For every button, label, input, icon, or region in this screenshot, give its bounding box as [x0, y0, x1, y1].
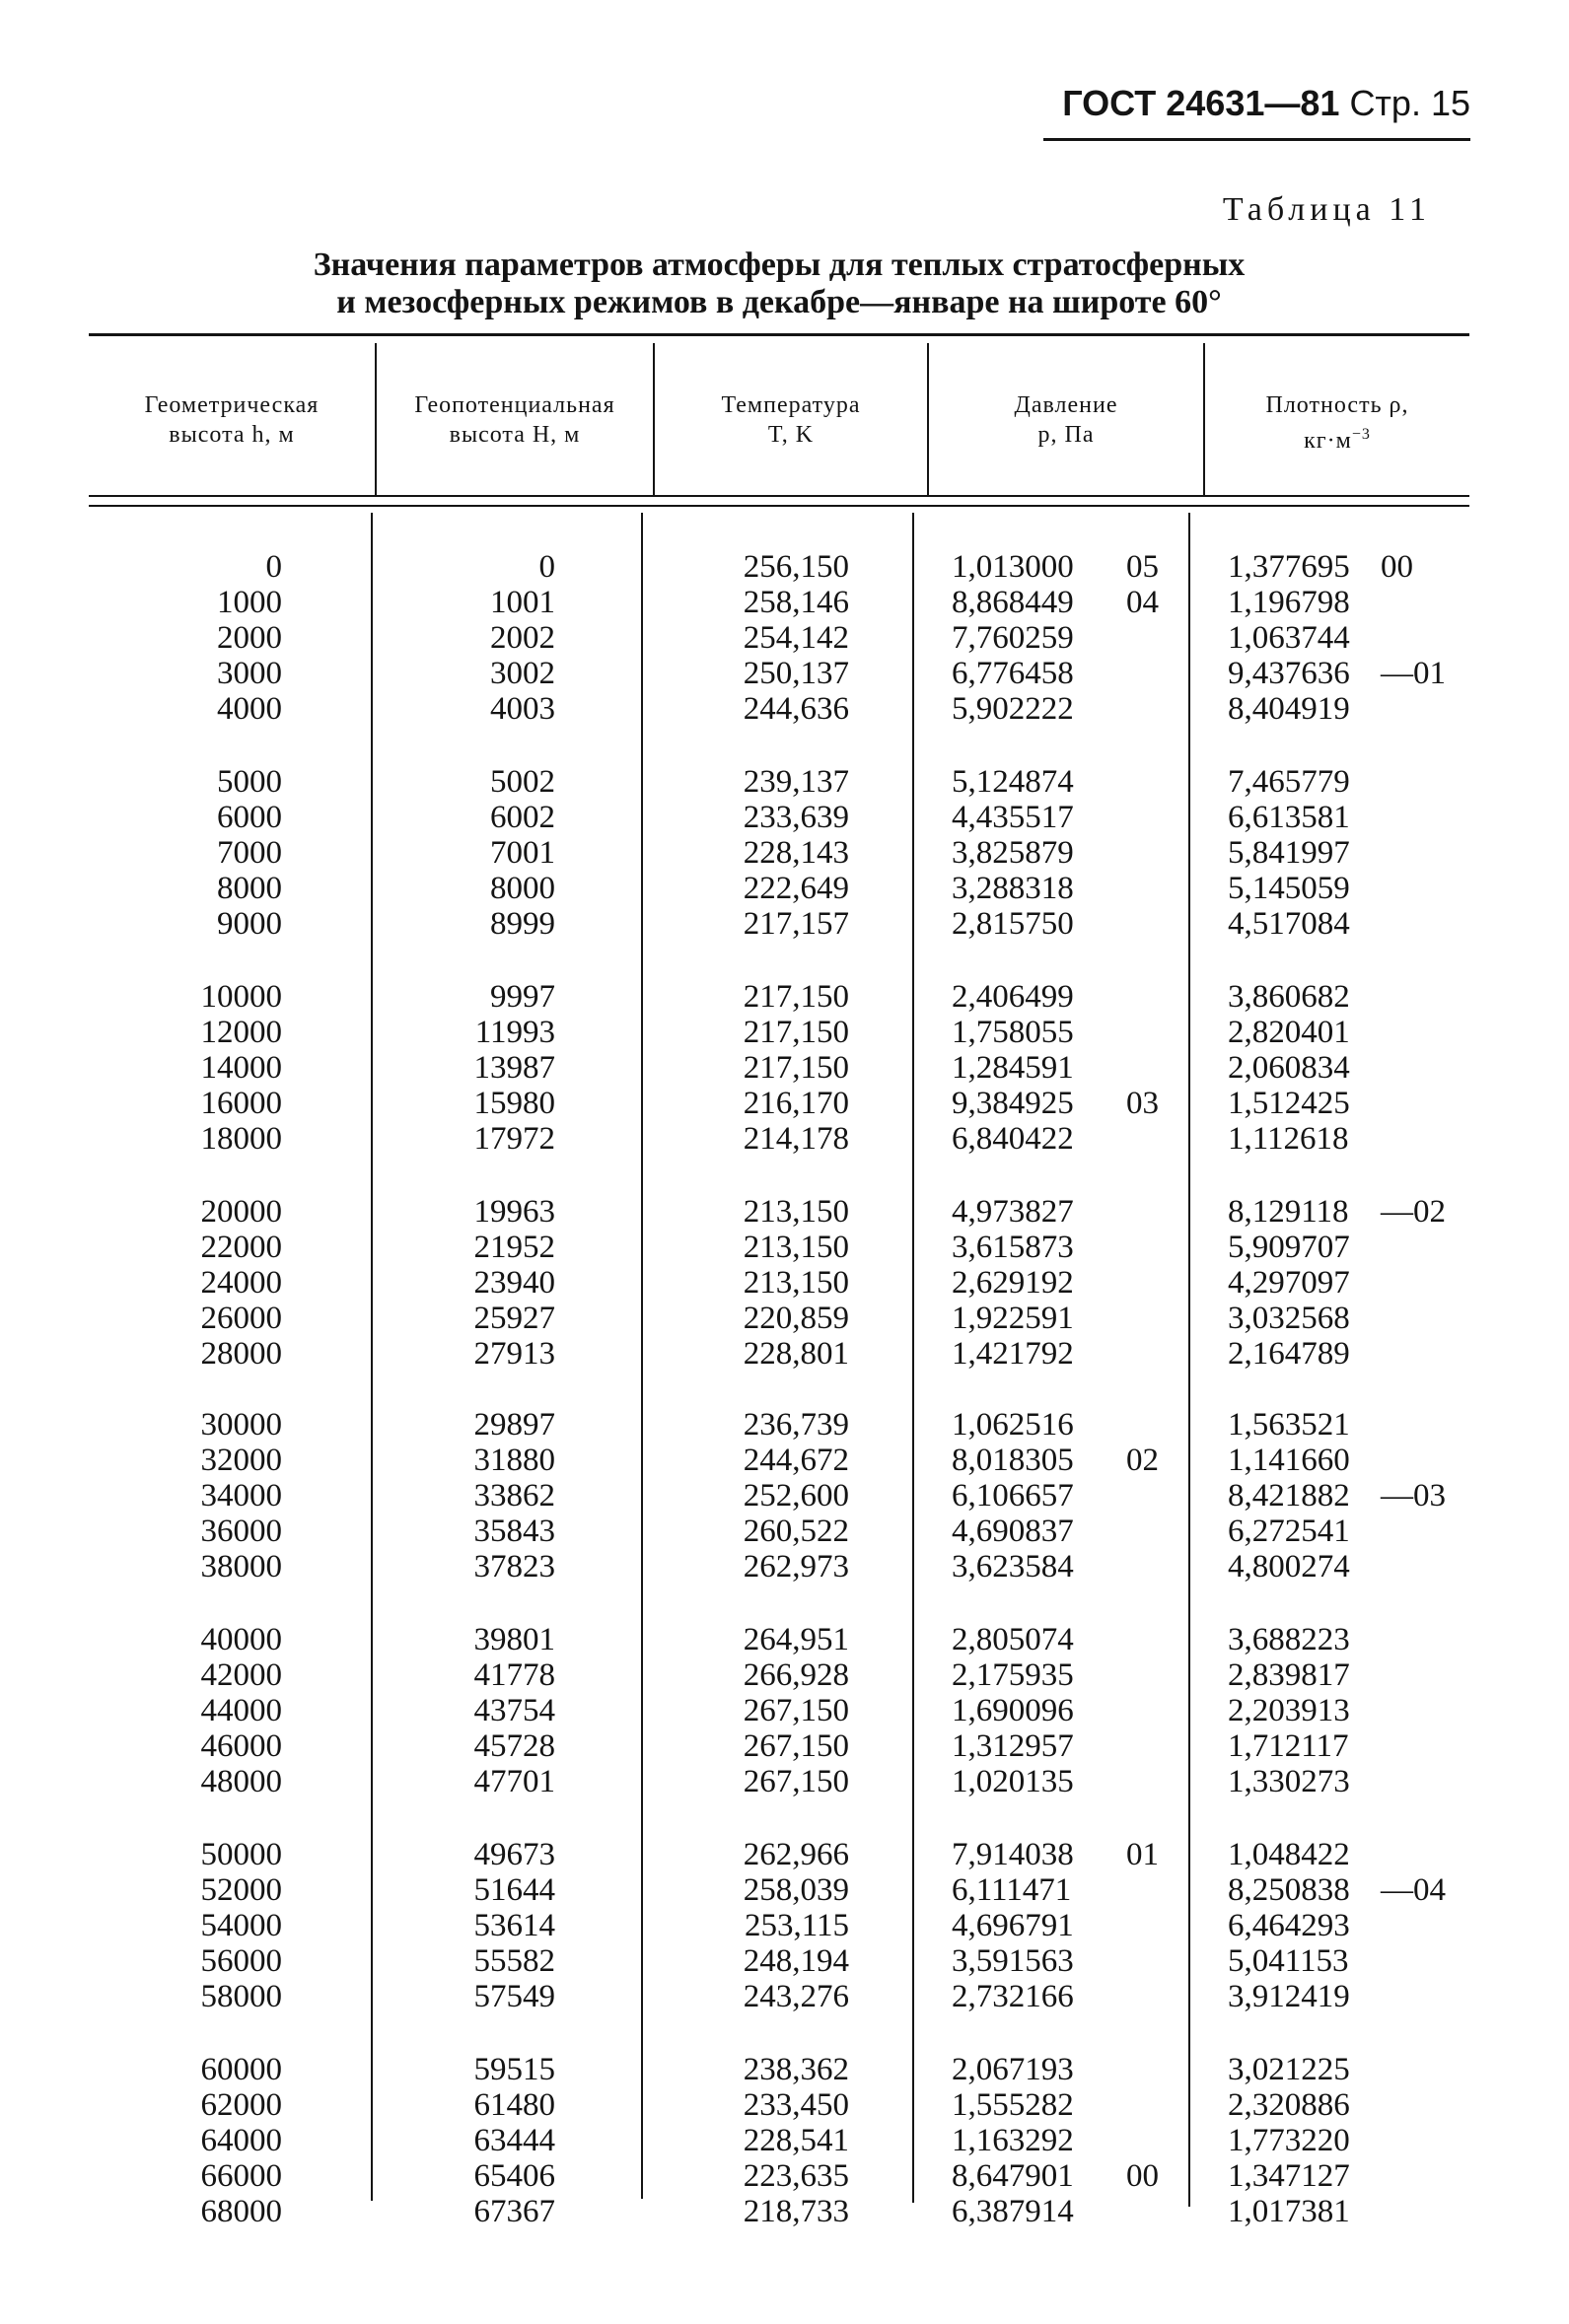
cell-temperature: 217,150 [743, 1015, 849, 1050]
cell-geopotential-height: 57549 [473, 1979, 555, 2014]
cell-pressure: 2,629192 [952, 1265, 1074, 1301]
column-header-pressure: Давление p, Па [1014, 392, 1118, 448]
cell-temperature: 238,362 [743, 2052, 849, 2087]
cell-temperature: 262,973 [743, 1549, 849, 1585]
cell-density: 1,063744 [1228, 620, 1350, 656]
cell-density: 4,297097 [1228, 1265, 1350, 1301]
cell-pressure: 1,690096 [952, 1693, 1074, 1728]
table-row [0, 691, 1569, 727]
cell-pressure: 5,902222 [952, 691, 1074, 727]
cell-geopotential-height: 21952 [473, 1230, 555, 1265]
cell-geometric-height: 58000 [200, 1979, 282, 2014]
cell-geopotential-height: 8000 [490, 871, 555, 906]
cell-pressure-exponent: 03 [1126, 1086, 1159, 1121]
cell-geopotential-height: 31880 [473, 1443, 555, 1478]
cell-pressure: 5,124874 [952, 764, 1074, 800]
cell-geopotential-height: 0 [538, 549, 555, 585]
cell-geometric-height: 5000 [217, 764, 282, 800]
table-row [0, 1407, 1569, 1443]
cell-geopotential-height: 8999 [490, 906, 555, 942]
cell-pressure: 2,815750 [952, 906, 1074, 942]
cell-pressure-exponent: 01 [1126, 1837, 1159, 1872]
cell-temperature: 244,636 [743, 691, 849, 727]
cell-geopotential-height: 2002 [490, 620, 555, 656]
cell-geometric-height: 56000 [200, 1943, 282, 1979]
table-row [0, 1728, 1569, 1764]
cell-geometric-height: 60000 [200, 2052, 282, 2087]
table-row [0, 1622, 1569, 1657]
table-row [0, 871, 1569, 906]
cell-geopotential-height: 5002 [490, 764, 555, 800]
cell-geometric-height: 42000 [200, 1657, 282, 1693]
cell-pressure-exponent: 05 [1126, 549, 1159, 585]
cell-geometric-height: 8000 [217, 871, 282, 906]
table-row [0, 835, 1569, 871]
table-row [0, 2123, 1569, 2158]
cell-density: 6,613581 [1228, 800, 1350, 835]
cell-density: 9,437636 [1228, 656, 1350, 691]
header-bottom-rule-double [89, 505, 1469, 507]
cell-pressure: 4,696791 [952, 1908, 1074, 1943]
cell-geometric-height: 28000 [200, 1336, 282, 1372]
page-number: Стр. 15 [1349, 83, 1470, 123]
cell-geometric-height: 16000 [200, 1086, 282, 1121]
cell-density: 8,404919 [1228, 691, 1350, 727]
cell-geopotential-height: 65406 [473, 2158, 555, 2194]
table-row [0, 906, 1569, 942]
cell-density: 5,145059 [1228, 871, 1350, 906]
cell-density: 5,909707 [1228, 1230, 1350, 1265]
cell-geometric-height: 12000 [200, 1015, 282, 1050]
cell-density: 4,800274 [1228, 1549, 1350, 1585]
cell-pressure: 9,384925 [952, 1086, 1074, 1121]
cell-geometric-height: 26000 [200, 1301, 282, 1336]
cell-density: 5,841997 [1228, 835, 1350, 871]
cell-geopotential-height: 23940 [473, 1265, 555, 1301]
cell-pressure: 6,776458 [952, 656, 1074, 691]
cell-density: 1,773220 [1228, 2123, 1350, 2158]
cell-temperature: 220,859 [743, 1301, 849, 1336]
column-header-geopotential-height: Геопотенциальная высота H, м [414, 392, 615, 448]
cell-geopotential-height: 11993 [474, 1015, 555, 1050]
cell-density: 1,377695 [1228, 549, 1350, 585]
cell-geopotential-height: 25927 [473, 1301, 555, 1336]
cell-temperature: 228,143 [743, 835, 849, 871]
cell-density: 1,330273 [1228, 1764, 1350, 1799]
cell-pressure: 6,840422 [952, 1121, 1074, 1157]
cell-geopotential-height: 61480 [473, 2087, 555, 2123]
cell-geometric-height: 10000 [200, 979, 282, 1015]
cell-geopotential-height: 51644 [473, 1872, 555, 1908]
cell-temperature: 228,801 [743, 1336, 849, 1372]
cell-temperature: 258,146 [743, 585, 849, 620]
cell-geometric-height: 2000 [217, 620, 282, 656]
table-row [0, 1837, 1569, 1872]
table-row [0, 1050, 1569, 1086]
cell-density: 1,112618 [1228, 1121, 1349, 1157]
cell-pressure: 7,914038 [952, 1837, 1074, 1872]
cell-geopotential-height: 53614 [473, 1908, 555, 1943]
table-row [0, 1443, 1569, 1478]
cell-pressure: 4,690837 [952, 1514, 1074, 1549]
cell-geometric-height: 54000 [200, 1908, 282, 1943]
cell-geometric-height: 36000 [200, 1514, 282, 1549]
cell-geometric-height: 62000 [200, 2087, 282, 2123]
cell-pressure: 6,111471 [952, 1872, 1072, 1908]
column-header-density: Плотность ρ, $кг\cdot м^{-3}$ [1265, 392, 1409, 454]
table-row [0, 1230, 1569, 1265]
cell-geopotential-height: 13987 [473, 1050, 555, 1086]
table-row [0, 2158, 1569, 2194]
cell-geopotential-height: 47701 [473, 1764, 555, 1799]
cell-density: 2,203913 [1228, 1693, 1350, 1728]
cell-temperature: 260,522 [743, 1514, 849, 1549]
column-header-temperature: Температура T, K [721, 392, 861, 448]
cell-geometric-height: 66000 [200, 2158, 282, 2194]
cell-pressure: 8,647901 [952, 2158, 1074, 2194]
cell-geopotential-height: 9997 [490, 979, 555, 1015]
cell-geopotential-height: 33862 [473, 1478, 555, 1514]
cell-density-exponent: —02 [1381, 1194, 1446, 1230]
cell-geopotential-height: 1001 [490, 585, 555, 620]
cell-geometric-height: 20000 [200, 1194, 282, 1230]
table-row [0, 2087, 1569, 2123]
cell-pressure: 8,018305 [952, 1443, 1074, 1478]
table-row [0, 1657, 1569, 1693]
cell-pressure: 1,020135 [952, 1764, 1074, 1799]
table-row [0, 1336, 1569, 1372]
cell-temperature: 217,157 [743, 906, 849, 942]
cell-pressure: 1,013000 [952, 549, 1074, 585]
cell-pressure: 2,175935 [952, 1657, 1074, 1693]
table-row [0, 585, 1569, 620]
table-label: Таблица 11 [1222, 191, 1431, 228]
cell-density: 3,032568 [1228, 1301, 1350, 1336]
cell-pressure: 1,163292 [952, 2123, 1074, 2158]
cell-geometric-height: 40000 [200, 1622, 282, 1657]
cell-density: 1,347127 [1228, 2158, 1350, 2194]
cell-temperature: 233,450 [743, 2087, 849, 2123]
cell-temperature: 236,739 [743, 1407, 849, 1443]
cell-density: 4,517084 [1228, 906, 1350, 942]
cell-pressure: 2,067193 [952, 2052, 1074, 2087]
cell-geopotential-height: 3002 [490, 656, 555, 691]
cell-geopotential-height: 55582 [473, 1943, 555, 1979]
cell-geopotential-height: 7001 [490, 835, 555, 871]
cell-geopotential-height: 4003 [490, 691, 555, 727]
table-row [0, 656, 1569, 691]
cell-temperature: 213,150 [743, 1194, 849, 1230]
table-row [0, 2052, 1569, 2087]
cell-temperature: 213,150 [743, 1265, 849, 1301]
cell-temperature: 248,194 [743, 1943, 849, 1979]
cell-temperature: 267,150 [743, 1764, 849, 1799]
cell-pressure: 3,288318 [952, 871, 1074, 906]
cell-geometric-height: 3000 [217, 656, 282, 691]
cell-density-exponent: —03 [1381, 1478, 1446, 1514]
cell-temperature: 243,276 [743, 1979, 849, 2014]
table-title [89, 246, 1469, 321]
cell-pressure: 1,062516 [952, 1407, 1074, 1443]
cell-geometric-height: 14000 [200, 1050, 282, 1086]
cell-density: 3,688223 [1228, 1622, 1350, 1657]
table-row [0, 1121, 1569, 1157]
cell-temperature: 222,649 [743, 871, 849, 906]
cell-geometric-height: 46000 [200, 1728, 282, 1764]
cell-geopotential-height: 45728 [473, 1728, 555, 1764]
cell-temperature: 214,178 [743, 1121, 849, 1157]
cell-temperature: 218,733 [743, 2194, 849, 2229]
table-row [0, 620, 1569, 656]
cell-geometric-height: 44000 [200, 1693, 282, 1728]
cell-geometric-height: 24000 [200, 1265, 282, 1301]
cell-pressure: 1,758055 [952, 1015, 1074, 1050]
table-row [0, 1979, 1569, 2014]
table-row [0, 1549, 1569, 1585]
cell-geopotential-height: 37823 [473, 1549, 555, 1585]
cell-pressure: 3,591563 [952, 1943, 1074, 1979]
cell-geometric-height: 64000 [200, 2123, 282, 2158]
cell-pressure: 4,973827 [952, 1194, 1074, 1230]
table-row [0, 1265, 1569, 1301]
table-row [0, 1086, 1569, 1121]
cell-density: 2,164789 [1228, 1336, 1350, 1372]
cell-temperature: 233,639 [743, 800, 849, 835]
cell-density: 7,465779 [1228, 764, 1350, 800]
cell-temperature: 217,150 [743, 1050, 849, 1086]
cell-temperature: 223,635 [743, 2158, 849, 2194]
table-row [0, 1301, 1569, 1336]
cell-geometric-height: 32000 [200, 1443, 282, 1478]
cell-density: 2,060834 [1228, 1050, 1350, 1086]
cell-pressure: 4,435517 [952, 800, 1074, 835]
cell-geopotential-height: 43754 [473, 1693, 555, 1728]
cell-density-exponent: 00 [1381, 549, 1413, 585]
cell-geopotential-height: 41778 [473, 1657, 555, 1693]
cell-geopotential-height: 27913 [473, 1336, 555, 1372]
cell-geopotential-height: 15980 [473, 1086, 555, 1121]
table-row [0, 979, 1569, 1015]
cell-geopotential-height: 17972 [473, 1121, 555, 1157]
table-row [0, 1872, 1569, 1908]
cell-density: 3,021225 [1228, 2052, 1350, 2087]
cell-pressure-exponent: 04 [1126, 585, 1159, 620]
cell-density-exponent: —04 [1381, 1872, 1446, 1908]
cell-density: 1,512425 [1228, 1086, 1350, 1121]
cell-pressure: 1,284591 [952, 1050, 1074, 1086]
cell-density: 5,041153 [1228, 1943, 1349, 1979]
cell-density: 3,912419 [1228, 1979, 1350, 2014]
cell-temperature: 244,672 [743, 1443, 849, 1478]
cell-temperature: 264,951 [743, 1622, 849, 1657]
cell-density: 1,196798 [1228, 585, 1350, 620]
cell-geometric-height: 0 [265, 549, 282, 585]
cell-geometric-height: 34000 [200, 1478, 282, 1514]
cell-temperature: 213,150 [743, 1230, 849, 1265]
cell-pressure: 2,805074 [952, 1622, 1074, 1657]
cell-geometric-height: 4000 [217, 691, 282, 727]
cell-density: 3,860682 [1228, 979, 1350, 1015]
cell-pressure: 6,387914 [952, 2194, 1074, 2229]
cell-geopotential-height: 35843 [473, 1514, 555, 1549]
table-row [0, 800, 1569, 835]
cell-geopotential-height: 19963 [473, 1194, 555, 1230]
cell-temperature: 256,150 [743, 549, 849, 585]
table-row [0, 1943, 1569, 1979]
table-row [0, 549, 1569, 585]
cell-temperature: 217,150 [743, 979, 849, 1015]
table-row [0, 1514, 1569, 1549]
cell-temperature: 258,039 [743, 1872, 849, 1908]
cell-pressure: 1,555282 [952, 2087, 1074, 2123]
cell-pressure: 2,732166 [952, 1979, 1074, 2014]
cell-pressure: 7,760259 [952, 620, 1074, 656]
cell-temperature: 262,966 [743, 1837, 849, 1872]
cell-pressure: 3,825879 [952, 835, 1074, 871]
title-line-1: Значения параметров атмосферы для теплых стратосферных [313, 246, 1246, 283]
cell-geometric-height: 9000 [217, 906, 282, 942]
table-row [0, 1693, 1569, 1728]
table-top-rule [89, 333, 1469, 336]
cell-density: 1,017381 [1228, 2194, 1350, 2229]
cell-temperature: 266,928 [743, 1657, 849, 1693]
cell-geopotential-height: 29897 [473, 1407, 555, 1443]
cell-density: 1,048422 [1228, 1837, 1350, 1872]
cell-density: 8,250838 [1228, 1872, 1350, 1908]
cell-geopotential-height: 63444 [473, 2123, 555, 2158]
cell-pressure: 2,406499 [952, 979, 1074, 1015]
cell-pressure: 1,312957 [952, 1728, 1074, 1764]
cell-geopotential-height: 49673 [473, 1837, 555, 1872]
table-row [0, 1194, 1569, 1230]
cell-pressure-exponent: 02 [1126, 1443, 1159, 1478]
cell-geometric-height: 52000 [200, 1872, 282, 1908]
table-row [0, 2194, 1569, 2229]
cell-temperature: 254,142 [743, 620, 849, 656]
cell-geometric-height: 38000 [200, 1549, 282, 1585]
cell-pressure: 8,868449 [952, 585, 1074, 620]
cell-pressure: 3,623584 [952, 1549, 1074, 1585]
cell-pressure: 1,922591 [952, 1301, 1074, 1336]
table-row [0, 1908, 1569, 1943]
title-line-2: и мезосферных режимов в декабре—январе на широте 60° [336, 284, 1222, 320]
cell-density: 8,129118 [1228, 1194, 1349, 1230]
cell-pressure: 3,615873 [952, 1230, 1074, 1265]
header-rule [1043, 138, 1470, 141]
cell-geopotential-height: 67367 [473, 2194, 555, 2229]
cell-temperature: 267,150 [743, 1693, 849, 1728]
header-bottom-rule [89, 495, 1469, 497]
cell-density: 1,563521 [1228, 1407, 1350, 1443]
cell-temperature: 216,170 [743, 1086, 849, 1121]
table-row [0, 1015, 1569, 1050]
cell-geopotential-height: 39801 [473, 1622, 555, 1657]
cell-geopotential-height: 6002 [490, 800, 555, 835]
cell-geometric-height: 18000 [200, 1121, 282, 1157]
cell-pressure: 6,106657 [952, 1478, 1074, 1514]
cell-pressure-exponent: 00 [1126, 2158, 1159, 2194]
table-row [0, 1478, 1569, 1514]
cell-geometric-height: 50000 [200, 1837, 282, 1872]
cell-geometric-height: 68000 [200, 2194, 282, 2229]
cell-temperature: 267,150 [743, 1728, 849, 1764]
cell-density: 1,141660 [1228, 1443, 1350, 1478]
standard-number: ГОСТ 24631—81 [1062, 83, 1340, 123]
table-row [0, 1764, 1569, 1799]
cell-density: 8,421882 [1228, 1478, 1350, 1514]
cell-geopotential-height: 59515 [473, 2052, 555, 2087]
cell-temperature: 239,137 [743, 764, 849, 800]
cell-density: 2,820401 [1228, 1015, 1350, 1050]
cell-geometric-height: 1000 [217, 585, 282, 620]
cell-geometric-height: 22000 [200, 1230, 282, 1265]
cell-geometric-height: 48000 [200, 1764, 282, 1799]
cell-geometric-height: 30000 [200, 1407, 282, 1443]
cell-density: 2,320886 [1228, 2087, 1350, 2123]
page-header [1062, 83, 1470, 124]
cell-temperature: 253,115 [744, 1908, 849, 1943]
cell-density: 1,712117 [1228, 1728, 1349, 1764]
cell-temperature: 228,541 [743, 2123, 849, 2158]
cell-temperature: 252,600 [743, 1478, 849, 1514]
cell-density: 6,272541 [1228, 1514, 1350, 1549]
table-row [0, 764, 1569, 800]
cell-density: 2,839817 [1228, 1657, 1350, 1693]
cell-density-exponent: —01 [1381, 656, 1446, 691]
cell-geometric-height: 6000 [217, 800, 282, 835]
cell-geometric-height: 7000 [217, 835, 282, 871]
cell-pressure: 1,421792 [952, 1336, 1074, 1372]
cell-density: 6,464293 [1228, 1908, 1350, 1943]
cell-temperature: 250,137 [743, 656, 849, 691]
column-header-geometric-height: Геометрическая высота h, м [144, 392, 320, 448]
